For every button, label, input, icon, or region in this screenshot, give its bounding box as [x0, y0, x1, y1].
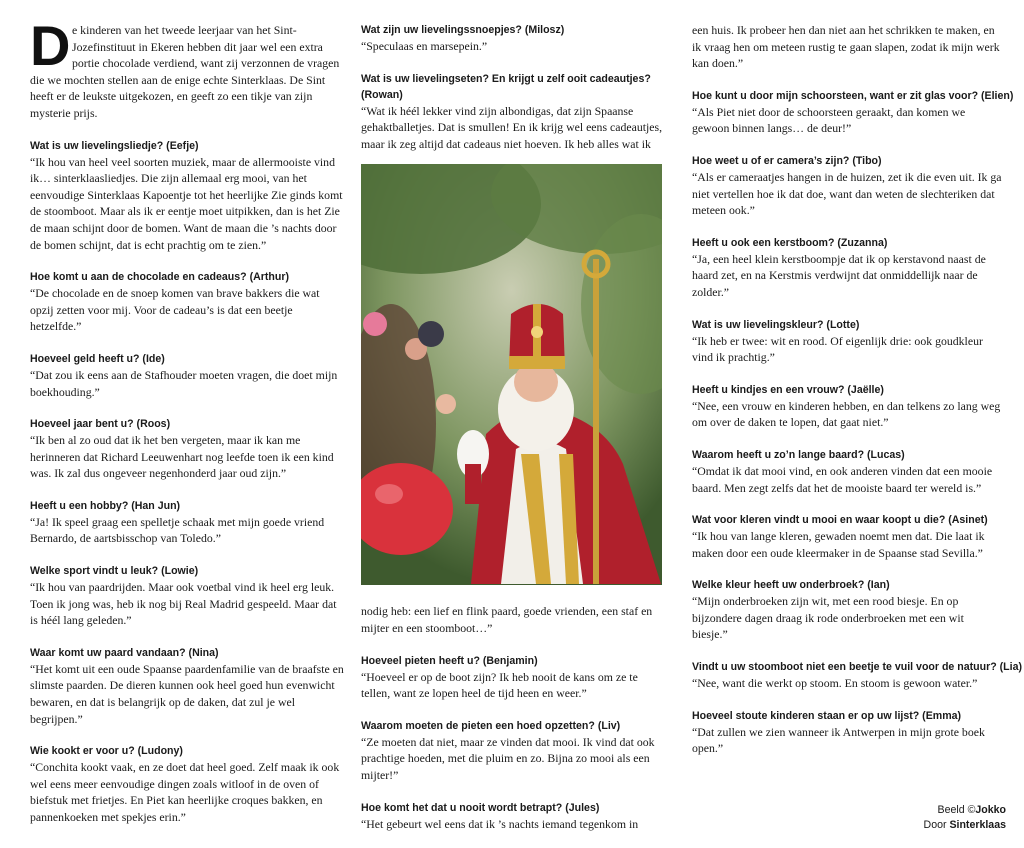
answer: “Ik hou van lange kleren, gewaden noemt men dat. Die laat ik maken door een oude kleermaker in de Spaanse stad Sevilla.” [692, 529, 985, 560]
question: Hoeveel stoute kinderen staan er op uw lijst? (Emma) [692, 709, 962, 722]
answer: “Als Piet niet door de schoorsteen geraakt, dan komen we gewoon binnen langs… de deur!” [692, 104, 966, 136]
answer: “Hoeveel er op de boot zijn? Ik heb nooit de kans om ze te tellen, want ze lopen heel de tijd heen en weer.” [361, 669, 638, 701]
answer: “Het gebeurt wel eens dat ik ’s nachts iemand tegenkom in [361, 816, 639, 831]
photo-credit: Beeld ©Jokko [937, 804, 1006, 816]
answer: “Ja, een heel klein kerstboompje dat ik op kerstavond naast de haard zet, en na Kerstmis verdwijnt dat onmiddellijk naar de zolder.” [692, 251, 986, 299]
column-2 [361, 22, 664, 848]
question: Waarom moeten de pieten een hoed opzetten? (Liv) [361, 719, 621, 732]
answer: “Conchita kookt vaak, en ze doet dat heel goed. Zelf maak ik ook wel eens meer eenvoudige dingen zoals witloof in de oven of biefstuk met frietjes. En Piet kan heerlijke croques bakken, en pannenkoeken met spekjes erin.” [30, 760, 340, 824]
question: Hoe kunt u door mijn schoorsteen, want er zit glas voor? (Elien) [692, 89, 1014, 102]
sinterklaas-photo [361, 164, 662, 585]
question: Wie kookt er voor u? (Ludony) [30, 745, 183, 758]
question: Heeft u kindjes en een vrouw? (Jaëlle) [692, 383, 884, 396]
drop-cap: D [30, 14, 71, 77]
question: Vindt u uw stoomboot niet een beetje te vuil voor de natuur? (Lia) [692, 661, 1022, 674]
question: Waar komt uw paard vandaan? (Nina) [30, 646, 219, 659]
answer: “De chocolade en de snoep komen van brave bakkers die wat opzij zetten voor mij. Voor de cadeau’s is dat een beetje hetzelfde.” [30, 286, 320, 334]
author-credit: Door Sinterklaas [923, 819, 1006, 831]
answer: “Ik hou van heel veel soorten muziek, maar de allermooiste vind ik… sinterklaasliedjes. Die zijn allemaal erg mooi, van het eenvoudige Sinterklaas Kapoentje tot het heerlijke Zie ginds komt de stoomboot. Maar als ik er eentje moet uitpikken, dan is het Zie de maan schijnt door de bomen. Want de maan die ’s nachts door de bomen schijnt, dat is echt prachtig om te zien.” [30, 154, 343, 252]
question: Wat is uw lievelingseten? En krijgt u zelf ooit cadeautjes? (Rowan) [361, 72, 651, 101]
answer: “Nee, een vrouw en kinderen hebben, en dan telkens zo lang weg om over de daken te lopen, dat gaat niet.” [692, 398, 1001, 430]
question: Hoe komt het dat u nooit wordt betrapt? (Jules) [361, 801, 600, 814]
answer-continued: nodig heb: een lief en flink paard, goede vrienden, een staf en mijter en een stoomboot…” [361, 604, 653, 635]
question: Waarom heeft u zo’n lange baard? (Lucas) [692, 448, 905, 461]
credits [924, 803, 1006, 833]
intro-text: e kinderen van het tweede leerjaar van het Sint-Jozefinstituut in Ekeren hebben dit jaar wel een extra portie chocolade verdiend, want zij verzonnen de vragen die we mochten stellen aan de enige echte Sinterklaas. De Sint heeft er de leukste uitgekozen, en geeft zo een tikje van zijn mysterie prijs. [30, 23, 340, 120]
question: Heeft u ook een kerstboom? (Zuzanna) [692, 236, 888, 249]
sinterklaas-illustration [361, 164, 662, 585]
question: Wat is uw lievelingskleur? (Lotte) [692, 318, 860, 331]
column-3 [692, 22, 1022, 773]
question: Hoeveel pieten heeft u? (Benjamin) [361, 654, 538, 667]
intro-paragraph [30, 14, 346, 122]
answer-continued: een huis. Ik probeer hen dan niet aan het schrikken te maken, en ik vraag hen om meteen rustig te gaan slapen, zodat ik mijn werk kan doen.” [692, 23, 1000, 71]
question: Hoeveel jaar bent u? (Roos) [30, 418, 171, 431]
answer: “Wat ik héél lekker vind zijn albondigas, dat zijn Spaanse gehaktballetjes. Dat is smullen! En ik krijg wel eens cadeautjes, maar ik zeg altijd dat cadeaus niet hoeven. Ik heb alles wat ik [361, 103, 663, 151]
answer: “Ik ben al zo oud dat ik het ben vergeten, maar ik kan me herinneren dat Richard Leeuwenhart nog leefde toen ik een kind was. Ik zal dus ongeveer negenhonderd jaar oud zijn.” [30, 433, 334, 481]
answer: “Omdat ik dat mooi vind, en ook anderen vinden dat een mooie baard. Men zegt zelfs dat het de mooiste baard ter wereld is.” [692, 463, 993, 495]
question: Heeft u een hobby? (Han Jun) [30, 499, 181, 512]
answer: “Het komt uit een oude Spaanse paardenfamilie van de braafste en slimste paarden. De dieren kunnen ook heel goed hun evenwicht bewaren, en dat is belangrijk op de daken, dat zul je wel begrijpen.” [30, 661, 344, 726]
question: Hoe weet u of er camera’s zijn? (Tibo) [692, 154, 882, 167]
answer: “Als er cameraatjes hangen in de huizen, zet ik die even uit. Ik ga niet vertellen hoe ik dat doe, want dan weten de slechteriken dat meteen ook.” [692, 169, 1002, 218]
question: Welke sport vindt u leuk? (Lowie) [30, 565, 199, 578]
answer: “Ze moeten dat niet, maar ze vinden dat mooi. Ik vind dat ook prachtige hoeden, met die pluim en zo. Bijna zo mooi als een mijter!” [361, 734, 655, 782]
question: Welke kleur heeft uw onderbroek? (Ian) [692, 579, 890, 592]
question: Hoeveel geld heeft u? (Ide) [30, 352, 165, 365]
answer: “Dat zou ik eens aan de Stafhouder moeten vragen, die doet mijn boekhouding.” [30, 367, 338, 399]
answer: “Speculaas en marsepein.” [361, 39, 488, 53]
question: Wat voor kleren vindt u mooi en waar koopt u die? (Asinet) [692, 514, 988, 527]
answer: “Nee, want die werkt op stoom. En stoom is gewoon water.” [692, 676, 978, 691]
question: Wat is uw lievelingsliedje? (Eefje) [30, 139, 199, 152]
column-1 [30, 14, 346, 842]
answer: “Ik hou van paardrijden. Maar ook voetbal vind ik heel erg leuk. Toen ik jong was, heb ik nog bij Real Madrid gespeeld. Maar dat is héél lang geleden.” [30, 580, 337, 628]
answer: “Ik heb er twee: wit en rood. Of eigenlijk drie: ook goudkleur vind ik prachtig.” [692, 333, 983, 365]
answer: “Dat zullen we zien wanneer ik Antwerpen in mijn grote boek open.” [692, 724, 985, 756]
question: Wat zijn uw lievelingssnoepjes? (Milosz) [361, 24, 565, 36]
question: Hoe komt u aan de chocolade en cadeaus? (Arthur) [30, 271, 290, 284]
answer: “Ja! Ik speel graag een spelletje schaak met mijn goede vriend Bernardo, de aartsbisschop van Toledo.” [30, 514, 325, 546]
answer: “Mijn onderbroeken zijn wit, met een rood biesje. En op bijzondere dagen draag ik rode onderbroeken met een wit biesje.” [692, 594, 964, 642]
